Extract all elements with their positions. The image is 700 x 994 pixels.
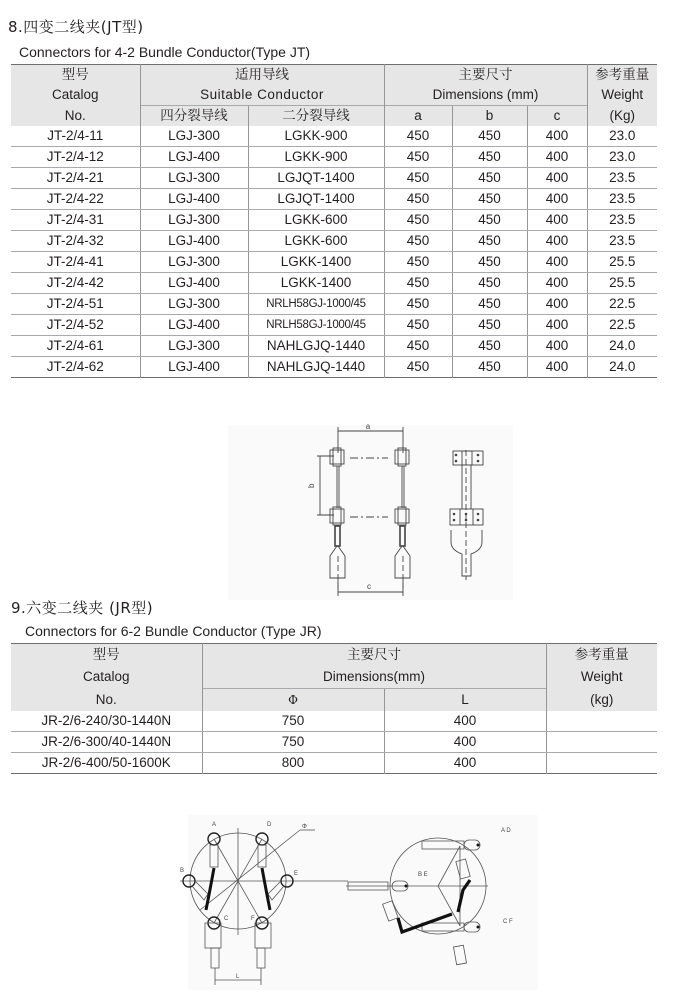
table-row: [11, 252, 657, 273]
four-split-cell: LGJ-300: [140, 210, 248, 231]
header-dimensions-cn: 主要尺寸: [202, 644, 546, 667]
table-row: [11, 147, 657, 168]
catalog-no-cell: JT-2/4-31: [11, 210, 140, 231]
table-row: [11, 753, 657, 774]
fig-label-f: F: [251, 916, 255, 922]
header-catalog-cn: 型号: [11, 644, 202, 667]
four-split-cell: LGJ-400: [140, 189, 248, 210]
header-conductor-cn: 适用导线: [140, 65, 384, 86]
two-split-cell: LGKK-900: [248, 147, 384, 168]
four-split-cell: LGJ-400: [140, 357, 248, 378]
four-split-cell: LGJ-300: [140, 126, 248, 147]
header-catalog-cn: 型号: [11, 65, 140, 86]
weight-cell: 24.0: [587, 336, 657, 357]
dim-l-cell: 400: [384, 711, 546, 732]
weight-cell: 23.5: [587, 189, 657, 210]
four-split-cell: LGJ-400: [140, 147, 248, 168]
table-row: [11, 273, 657, 294]
weight-cell: 25.5: [587, 273, 657, 294]
two-split-cell: NAHLGJQ-1440: [248, 357, 384, 378]
table-row: [11, 315, 657, 336]
fig-label-b: B: [180, 868, 185, 874]
dim-a-cell: 450: [384, 147, 452, 168]
catalog-no-cell: JT-2/4-12: [11, 147, 140, 168]
table-row: [11, 336, 657, 357]
header-dimensions-en: Dimensions (mm): [384, 85, 587, 106]
dim-a-cell: 450: [384, 126, 452, 147]
four-split-cell: LGJ-400: [140, 231, 248, 252]
dim-b-cell: 450: [452, 252, 527, 273]
dim-b-cell: 450: [452, 210, 527, 231]
fig-label-e: E: [294, 871, 299, 877]
two-split-cell: LGKK-1400: [248, 273, 384, 294]
four-split-cell: LGJ-300: [140, 252, 248, 273]
dim-label-c: c: [367, 582, 371, 591]
weight-cell: [546, 753, 657, 774]
catalog-no-cell: JT-2/4-62: [46, 359, 104, 374]
jr-spec-table: [11, 643, 657, 774]
dim-c-cell: 400: [527, 357, 587, 378]
dim-c-cell: 400: [527, 336, 587, 357]
dim-c-cell: 400: [527, 252, 587, 273]
dim-c-cell: 400: [527, 294, 587, 315]
header-weight-en: Weight: [546, 666, 657, 689]
weight-cell: [546, 732, 657, 753]
dim-b-cell: 450: [452, 231, 527, 252]
dim-phi-cell: 800: [202, 753, 384, 774]
fig-label-a: A: [212, 822, 217, 828]
dim-b-cell: 450: [452, 168, 527, 189]
table-row: [11, 294, 657, 315]
two-split-cell: LGKK-600: [248, 231, 384, 252]
dim-a-cell: 450: [384, 189, 452, 210]
dim-b-cell: 450: [452, 126, 527, 147]
fig-label-be: B E: [418, 872, 428, 878]
header-dim-l: L: [384, 689, 546, 712]
header-weight-en: Weight: [587, 85, 657, 106]
weight-cell: 23.5: [587, 168, 657, 189]
header-four-split: 四分裂导线: [140, 106, 248, 127]
dim-c-cell: 400: [527, 126, 587, 147]
header-dim-b: b: [452, 106, 527, 127]
table-row: [11, 126, 657, 147]
two-split-cell: NAHLGJQ-1440: [248, 336, 384, 357]
header-weight-cn: 参考重量: [587, 65, 657, 86]
weight-cell: 23.0: [587, 147, 657, 168]
catalog-no-cell: JT-2/4-41: [11, 252, 140, 273]
table-row: [11, 231, 657, 252]
two-split-cell: LGKK-1400: [248, 252, 384, 273]
two-split-cell: LGJQT-1400: [248, 168, 384, 189]
header-dim-a: a: [384, 106, 452, 127]
fig-label-l: L: [236, 974, 240, 980]
header-weight-unit: (Kg): [587, 106, 657, 127]
dim-c-cell: 400: [527, 147, 587, 168]
two-split-cell: NRLH58GJ-1000/45: [248, 315, 384, 336]
two-split-cell: NRLH58GJ-1000/45: [248, 294, 384, 315]
dim-b-cell: 450: [452, 336, 527, 357]
two-split-cell: LGKK-600: [248, 210, 384, 231]
header-weight-cn: 参考重量: [546, 644, 657, 667]
dim-b-cell: 450: [452, 357, 527, 378]
header-catalog-no: No.: [11, 689, 202, 712]
dim-a-cell: 450: [384, 168, 452, 189]
catalog-no-cell: JT-2/4-22: [11, 189, 140, 210]
header-two-split: 二分裂导线: [248, 106, 384, 127]
dim-a-cell: 450: [384, 273, 452, 294]
catalog-no-cell: JT-2/4-42: [11, 273, 140, 294]
weight-cell: 22.5: [587, 294, 657, 315]
table-row: [11, 357, 657, 378]
catalog-no-cell: JT-2/4-52: [11, 315, 140, 336]
dim-b-cell: 450: [452, 315, 527, 336]
table-row: [11, 732, 657, 753]
four-split-cell: LGJ-300: [140, 294, 248, 315]
weight-cell: 23.5: [587, 231, 657, 252]
dim-phi-cell: 750: [202, 732, 384, 753]
dim-a-cell: 450: [384, 210, 452, 231]
dim-l-cell: 400: [384, 732, 546, 753]
catalog-no-cell: JT-2/4-11: [11, 126, 140, 147]
weight-cell: 23.0: [587, 126, 657, 147]
dim-b-cell: 450: [452, 294, 527, 315]
dim-a-cell: 450: [384, 294, 452, 315]
dim-l-cell: 400: [384, 753, 546, 774]
header-catalog-en: Catalog: [11, 85, 140, 106]
table-row: [11, 210, 657, 231]
header-dimensions-cn: 主要尺寸: [384, 65, 587, 86]
jt-connector-diagram: [290, 420, 510, 600]
fig-label-d: D: [267, 822, 272, 828]
weight-cell: 25.5: [587, 252, 657, 273]
dim-b-cell: 450: [452, 189, 527, 210]
catalog-no-cell: JT-2/4-21: [11, 168, 140, 189]
header-weight-unit: (kg): [546, 689, 657, 712]
catalog-no-cell: JT-2/4-51: [11, 294, 140, 315]
two-split-cell: LGJQT-1400: [248, 189, 384, 210]
four-split-cell: LGJ-400: [140, 315, 248, 336]
weight-cell: 24.0: [587, 357, 657, 378]
header-conductor-en: Suitable Conductor: [140, 85, 384, 106]
catalog-no-cell: JR-2/6-400/50-1600K: [41, 755, 171, 770]
four-split-cell: LGJ-400: [140, 273, 248, 294]
four-split-cell: LGJ-300: [140, 336, 248, 357]
weight-cell: 22.5: [587, 315, 657, 336]
dim-a-cell: 450: [384, 357, 452, 378]
table-row: [11, 189, 657, 210]
two-split-cell: LGKK-900: [248, 126, 384, 147]
dim-c-cell: 400: [527, 273, 587, 294]
dim-c-cell: 400: [527, 210, 587, 231]
dim-b-cell: 450: [452, 147, 527, 168]
fig-label-cf: C F: [503, 919, 513, 925]
dim-label-b: b: [307, 483, 316, 488]
dim-c-cell: 400: [527, 231, 587, 252]
dim-phi-cell: 750: [202, 711, 384, 732]
section-8-title: 8.四变二线夹(JT型): [8, 18, 144, 36]
catalog-no-cell: JT-2/4-61: [11, 336, 140, 357]
header-dim-c: c: [527, 106, 587, 127]
header-dim-phi: Φ: [202, 689, 384, 712]
header-catalog-en: Catalog: [11, 666, 202, 689]
weight-cell: [546, 711, 657, 732]
fig-label-phi: Φ: [302, 824, 307, 830]
header-catalog-no: No.: [11, 106, 140, 127]
dim-a-cell: 450: [384, 336, 452, 357]
fig-label-c: C: [224, 916, 229, 922]
table-row: [11, 711, 657, 732]
dim-a-cell: 450: [384, 231, 452, 252]
dim-c-cell: 400: [527, 168, 587, 189]
section-8-subtitle: Connectors for 4-2 Bundle Conductor(Type JT): [19, 44, 311, 60]
jr-connector-diagram: [170, 810, 540, 994]
dim-label-a: a: [365, 422, 371, 431]
catalog-no-cell: JR-2/6-240/30-1440N: [11, 711, 202, 732]
fig-label-ad: A D: [501, 828, 511, 834]
four-split-cell: LGJ-300: [140, 168, 248, 189]
dim-c-cell: 400: [527, 315, 587, 336]
section-9-subtitle: Connectors for 6-2 Bundle Conductor (Type JR): [25, 623, 322, 639]
weight-cell: 23.5: [587, 210, 657, 231]
table-row: [11, 168, 657, 189]
dim-c-cell: 400: [527, 189, 587, 210]
dim-a-cell: 450: [384, 252, 452, 273]
jt-spec-table: [11, 64, 657, 378]
section-9-title: 9.六变二线夹 (JR型): [11, 599, 154, 617]
dim-a-cell: 450: [384, 315, 452, 336]
dim-b-cell: 450: [452, 273, 527, 294]
catalog-no-cell: JT-2/4-32: [11, 231, 140, 252]
catalog-no-cell: JR-2/6-300/40-1440N: [11, 732, 202, 753]
header-dimensions-en: Dimensions(mm): [202, 666, 546, 689]
